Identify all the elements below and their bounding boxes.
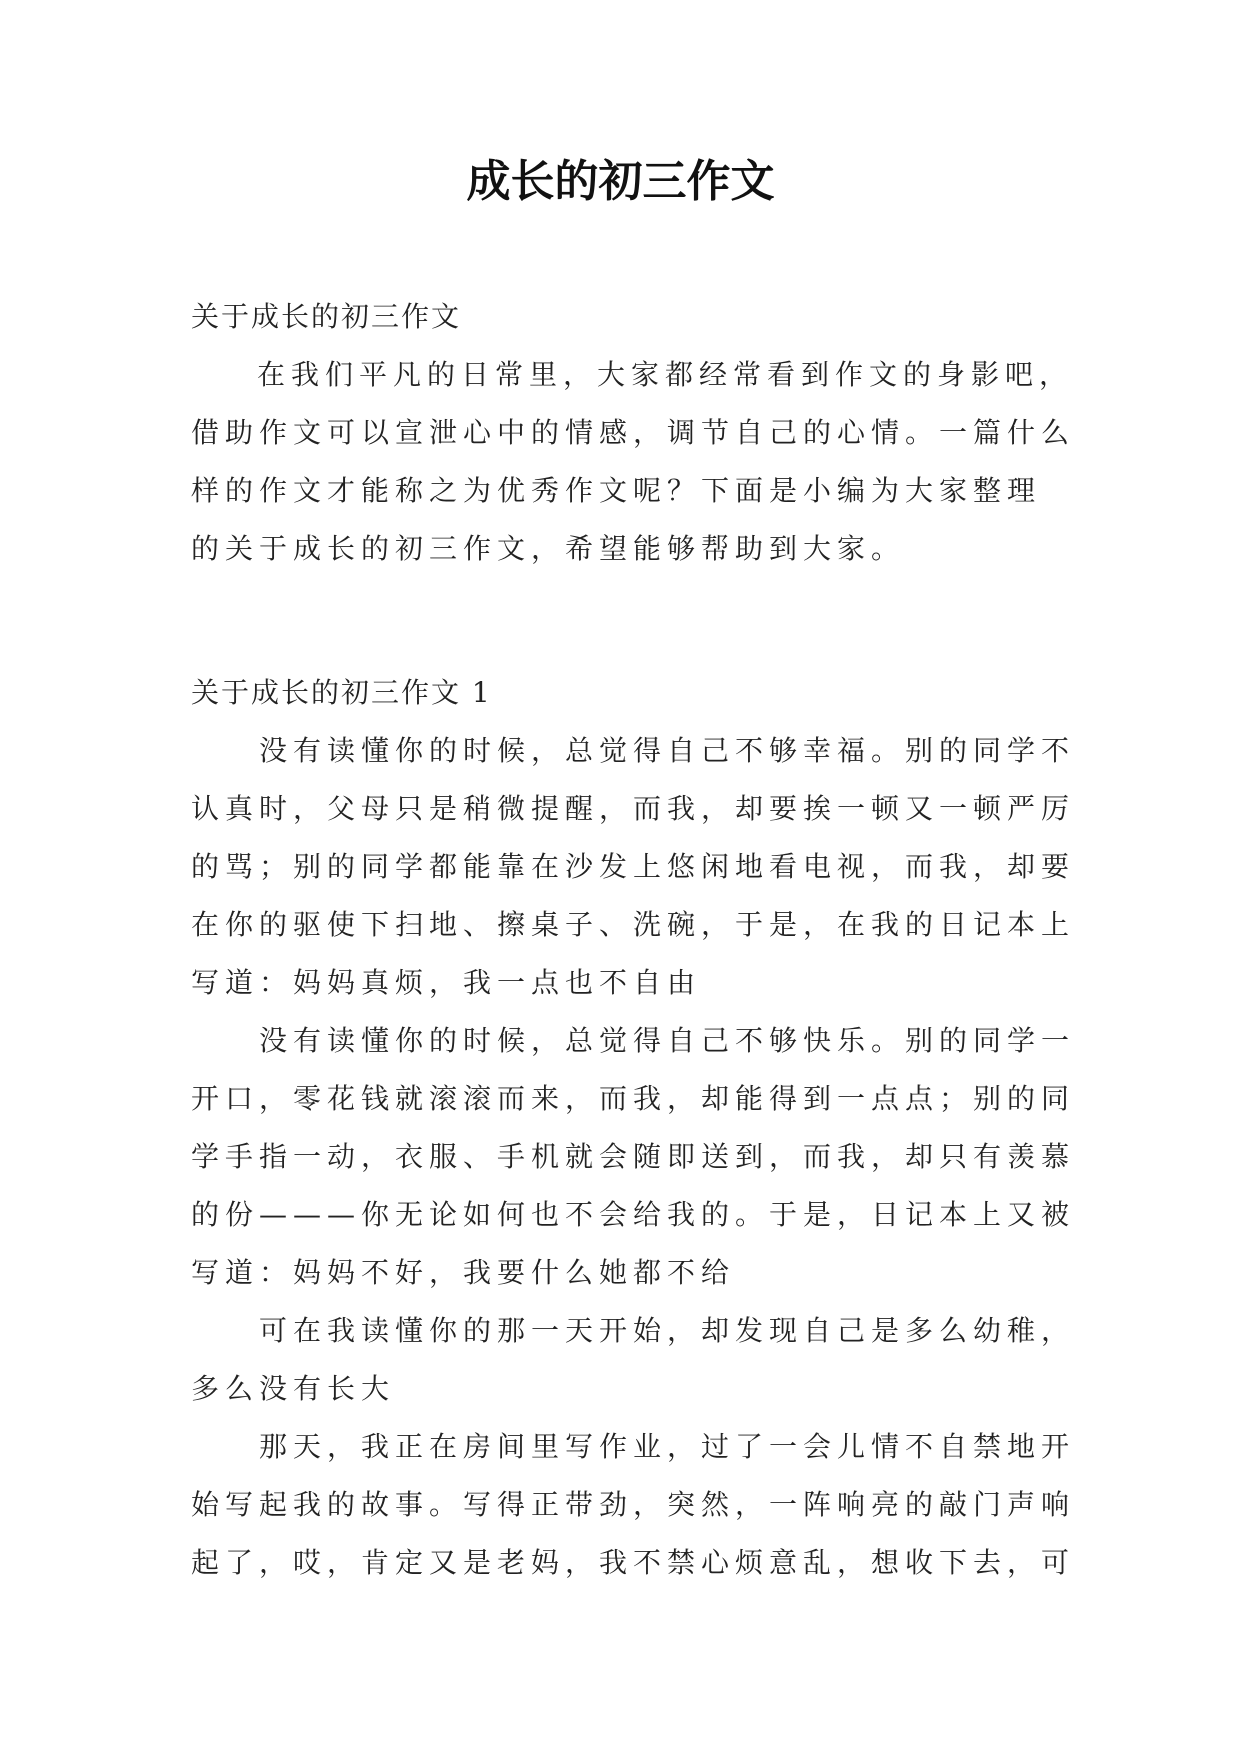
document-body bbox=[191, 288, 1076, 1592]
essay-paragraph-3 bbox=[191, 1302, 1076, 1418]
essay-line: 起了，哎，肯定又是老妈，我不禁心烦意乱，想收下去，可 bbox=[191, 1546, 1076, 1579]
essay-paragraph-4 bbox=[191, 1418, 1076, 1592]
essay-paragraph-2 bbox=[191, 1012, 1076, 1302]
essay-line: 写道：妈妈不好，我要什么她都不给 bbox=[191, 1256, 736, 1289]
essay-line: 在你的驱使下扫地、擦桌子、洗碗，于是，在我的日记本上 bbox=[191, 908, 1076, 941]
document-title: 成长的初三作文 bbox=[466, 156, 775, 207]
intro-line: 的关于成长的初三作文，希望能够帮助到大家。 bbox=[191, 532, 906, 565]
essay-line: 那天，我正在房间里写作业，过了一会儿情不自禁地开 bbox=[259, 1430, 1076, 1463]
intro-line: 借助作文可以宣泄心中的情感，调节自己的心情。一篇什么 bbox=[191, 416, 1076, 449]
essay-line: 没有读懂你的时候，总觉得自己不够快乐。别的同学一 bbox=[259, 1024, 1076, 1057]
section-gap bbox=[191, 578, 1051, 664]
essay-line: 认真时，父母只是稍微提醒，而我，却要挨一顿又一顿严厉 bbox=[191, 792, 1076, 825]
essay-line: 的骂；别的同学都能靠在沙发上悠闲地看电视，而我，却要 bbox=[191, 850, 1076, 883]
intro-line: 样的作文才能称之为优秀作文呢？下面是小编为大家整理 bbox=[191, 474, 1042, 507]
essay-line: 可在我读懂你的那一天开始，却发现自己是多么幼稚， bbox=[259, 1314, 1076, 1347]
essay-line: 的份———你无论如何也不会给我的。于是，日记本上又被 bbox=[191, 1198, 1076, 1231]
essay-line: 写道：妈妈真烦，我一点也不自由 bbox=[191, 966, 702, 999]
intro-paragraph bbox=[191, 346, 1076, 578]
intro-heading: 关于成长的初三作文 bbox=[191, 300, 462, 333]
essay-paragraph-1 bbox=[191, 722, 1076, 1012]
essay-line: 没有读懂你的时候，总觉得自己不够幸福。别的同学不 bbox=[259, 734, 1076, 767]
essay-line: 多么没有长大 bbox=[191, 1372, 396, 1405]
essay-line: 学手指一动，衣服、手机就会随即送到，而我，却只有羡慕 bbox=[191, 1140, 1076, 1173]
essay-line: 始写起我的故事。写得正带劲，突然，一阵响亮的敲门声响 bbox=[191, 1488, 1076, 1521]
essay-line: 开口，零花钱就滚滚而来，而我，却能得到一点点；别的同 bbox=[191, 1082, 1076, 1115]
essay-heading: 关于成长的初三作文 1 bbox=[191, 676, 492, 709]
intro-line: 在我们平凡的日常里，大家都经常看到作文的身影吧， bbox=[257, 358, 1074, 391]
